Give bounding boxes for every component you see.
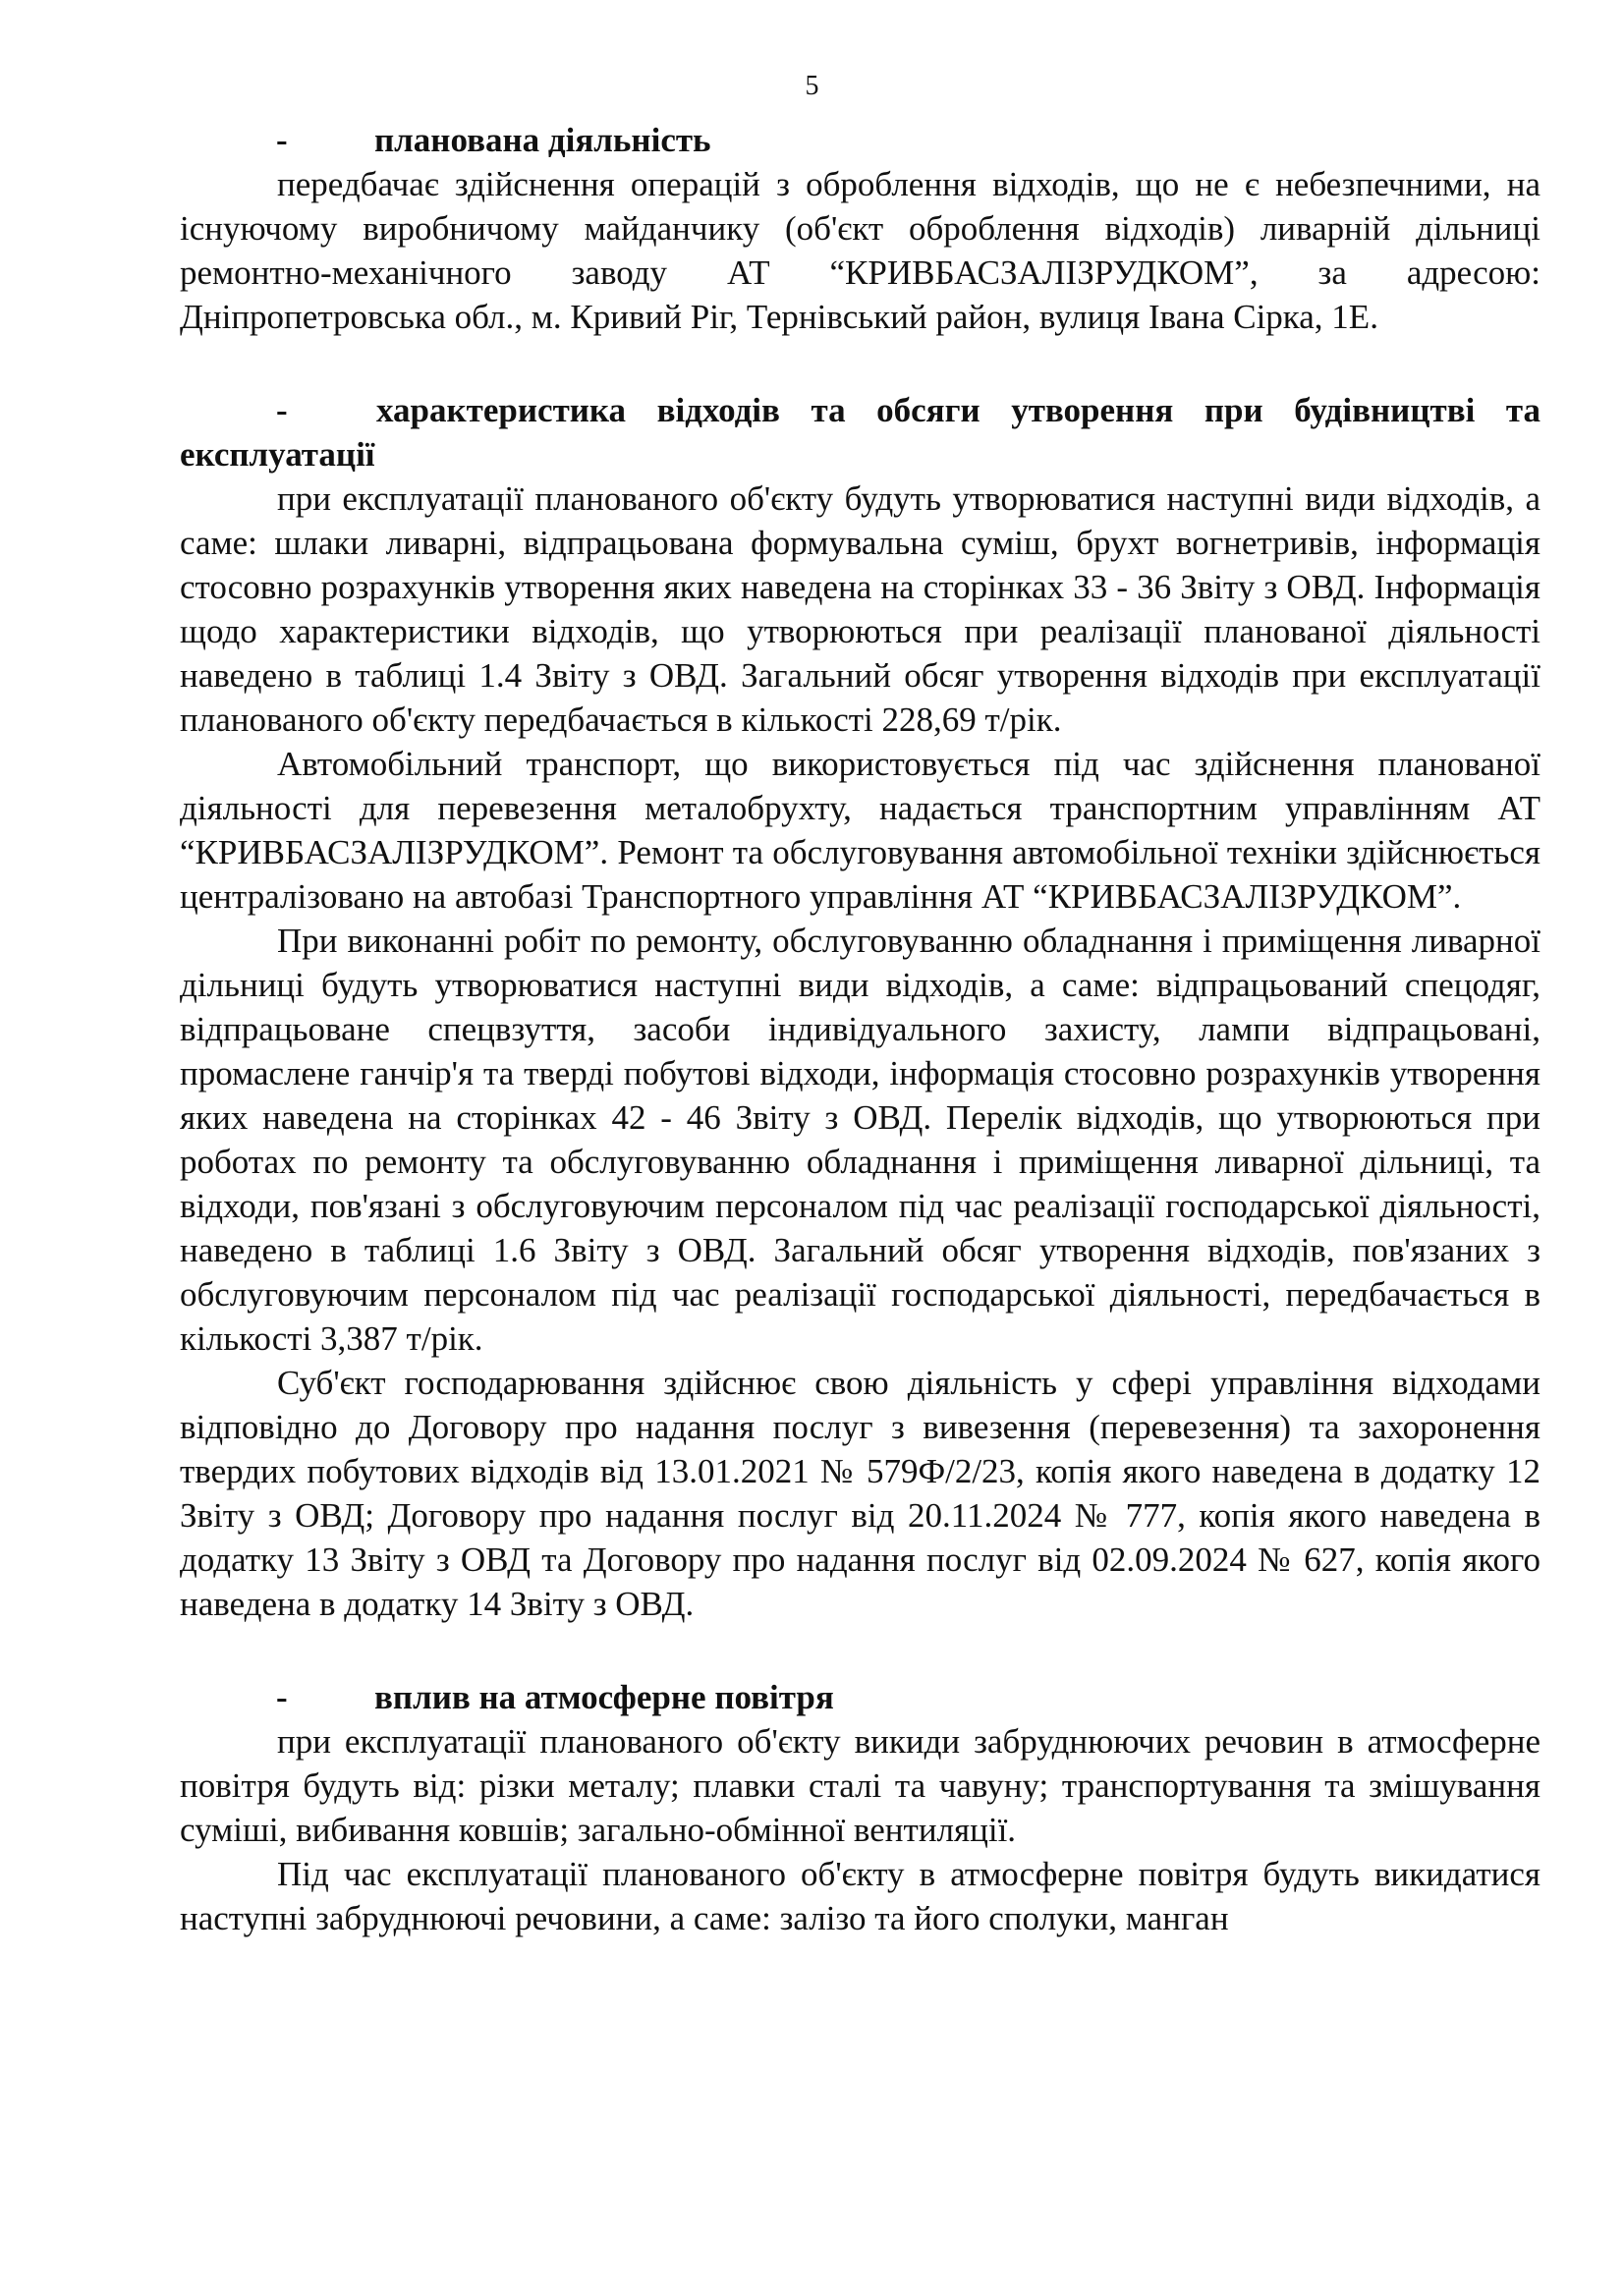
paragraph: Суб'єкт господарювання здійснює свою діяльність у сфері управління відходами відповідно до Договору про надання послуг з вивезення (перевезення) та захоронення твердих побутових відходів від 13.01.2021 № 579Ф/2/23, копія якого наведена в додатку 12 Звіту з ОВД; Договору про надання послуг від 20.11.2024 № 777, копія якого наведена в додатку 13 Звіту з ОВД та Договору про надання послуг від 02.09.2024 № 627, копія якого наведена в додатку 14 Звіту з ОВД. [180,1364,1540,1623]
section-heading-planned-activity [180,118,1540,162]
section-heading-text: вплив на атмосферне повітря [374,1678,834,1716]
section-heading-text: планована діяльність [374,121,711,159]
paragraph: При виконанні робіт по ремонту, обслуговуванню обладнання і приміщення ливарної дільниці будуть утворюватися наступні види відходів, а саме: відпрацьований спецодяг, відпрацьоване спецвзуття, засоби індивідуального захисту, лампи відпрацьовані, промаслене ганчір'я та тверді побутові відходи, інформація стосовно розрахунків утворення яких наведена на сторінках 42 - 46 Звіту з ОВД. Перелік відходів, що утворюються при роботах по ремонту та обслуговуванню обладнання і приміщення ливарної дільниці, та відходи, пов'язані з обслуговуючим персоналом під час реалізації господарської діяльності, наведено в таблиці 1.6 Звіту з ОВД. Загальний обсяг утворення відходів, пов'язаних з обслуговуючим персоналом під час реалізації господарської діяльності, передбачається в кількості 3,387 т/рік. [180,922,1540,1358]
paragraph: при експлуатації планованого об'єкту будуть утворюватися наступні види відходів, а саме: шлаки ливарні, відпрацьована формувальна суміш, брухт вогнетривів, інформація стосовно розрахунків утворення яких наведена на сторінках 33 - 36 Звіту з ОВД. Інформація щодо характеристики відходів, що утворюються при реалізації планованої діяльності наведено в таблиці 1.4 Звіту з ОВД. Загальний обсяг утворення відходів при експлуатації планованого об'єкту передбачається в кількості 228,69 т/рік. [180,479,1540,739]
bullet-dash: - [276,121,288,159]
paragraph: передбачає здійснення операцій з оброблення відходів, що не є небезпечними, на існуючому виробничому майданчику (об'єкт оброблення відходів) ливарній дільниці ремонтно-механічного заводу АТ “КРИВБАСЗАЛІЗРУДКОМ”, за адресою: Дніпропетровська обл., м. Кривий Ріг, Тернівський район, вулиця Івана Сірка, 1Е. [180,165,1540,336]
section-heading-air-impact [180,1675,1540,1719]
paragraph: при експлуатації планованого об'єкту викиди забруднюючих речовин в атмосферне повітря будуть від: різки металу; плавки сталі та чавуну; транспортування та змішування суміші, вибивання ковшів; загально-обмінної вентиляції. [180,1722,1540,1849]
bullet-dash: - [276,1678,288,1716]
section-heading-text: характеристика відходів та обсяги утворення при будівництві та експлуатації [180,391,1540,474]
section-spacer [180,1626,1540,1675]
page-content [180,118,1540,1940]
section-spacer [180,339,1540,388]
section-heading-waste-characteristics [180,388,1540,476]
paragraph: Під час експлуатації планованого об'єкту в атмосферне повітря будуть викидатися наступні забруднюючі речовини, а саме: залізо та його сполуки, манган [180,1855,1540,1937]
paragraph: Автомобільний транспорт, що використовується під час здійснення планованої діяльності для перевезення металобрухту, надається транспортним управлінням АТ “КРИВБАСЗАЛІЗРУДКОМ”. Ремонт та обслуговування автомобільної техніки здійснюється централізовано на автобазі Транспортного управління АТ “КРИВБАСЗАЛІЗРУДКОМ”. [180,745,1540,916]
bullet-dash: - [276,391,288,429]
page-number: 5 [805,71,819,101]
